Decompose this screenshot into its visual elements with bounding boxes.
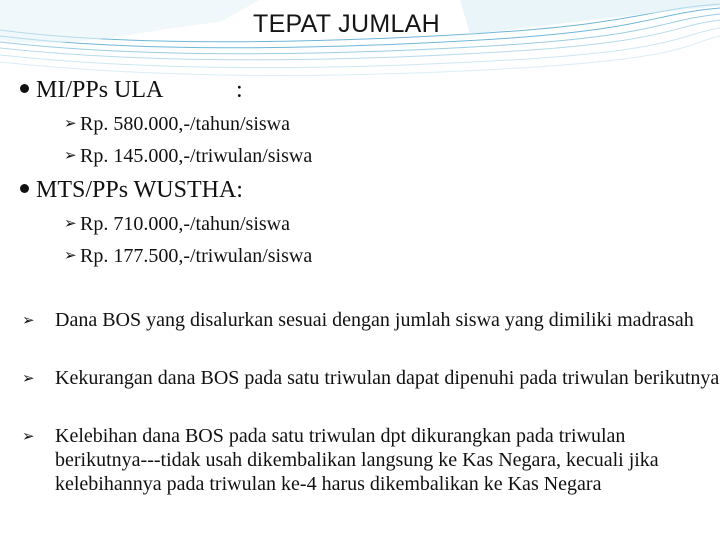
bullet-icon [20, 184, 29, 193]
arrow-bullet-icon: ➢ [64, 146, 77, 164]
note-text: Dana BOS yang disalurkan sesuai dengan jumlah siswa yang dimiliki madrasah [55, 309, 694, 331]
section-heading [20, 176, 243, 204]
arrow-bullet-icon: ➢ [22, 369, 35, 387]
section-heading [20, 76, 243, 104]
section-heading-text: MI/PPs ULA [36, 77, 164, 103]
list-item [64, 212, 290, 237]
arrow-bullet-icon: ➢ [22, 427, 35, 445]
list-item [64, 144, 312, 169]
list-item-text: Rp. 145.000,-/triwulan/siswa [80, 145, 313, 167]
arrow-bullet-icon: ➢ [64, 114, 77, 132]
note-item [22, 424, 720, 524]
slide-title: TEPAT JUMLAH [253, 10, 440, 38]
note-item [22, 308, 720, 356]
arrow-bullet-icon: ➢ [64, 214, 77, 232]
section-separator: : [236, 77, 243, 103]
list-item-text: Rp. 177.500,-/triwulan/siswa [80, 245, 313, 267]
note-item [22, 366, 720, 414]
bullet-icon [20, 84, 29, 93]
list-item-text: Rp. 580.000,-/tahun/siswa [80, 113, 290, 135]
arrow-bullet-icon: ➢ [22, 311, 35, 329]
list-item-text: Rp. 710.000,-/tahun/siswa [80, 213, 290, 235]
list-item [64, 244, 312, 269]
arrow-bullet-icon: ➢ [64, 246, 77, 264]
note-text: Kekurangan dana BOS pada satu triwulan dapat dipenuhi pada triwulan berikutnya [55, 367, 720, 389]
list-item [64, 112, 290, 137]
note-text: Kelebihan dana BOS pada satu triwulan dpt dikurangkan pada triwulan berikutnya---tidak usah dikembalikan langsung ke Kas Negara, kecuali jika kelebihannya pada triwulan ke-4 harus dikembalikan ke Kas Negara [55, 425, 659, 495]
section-heading-text: MTS/PPs WUSTHA: [36, 177, 243, 203]
